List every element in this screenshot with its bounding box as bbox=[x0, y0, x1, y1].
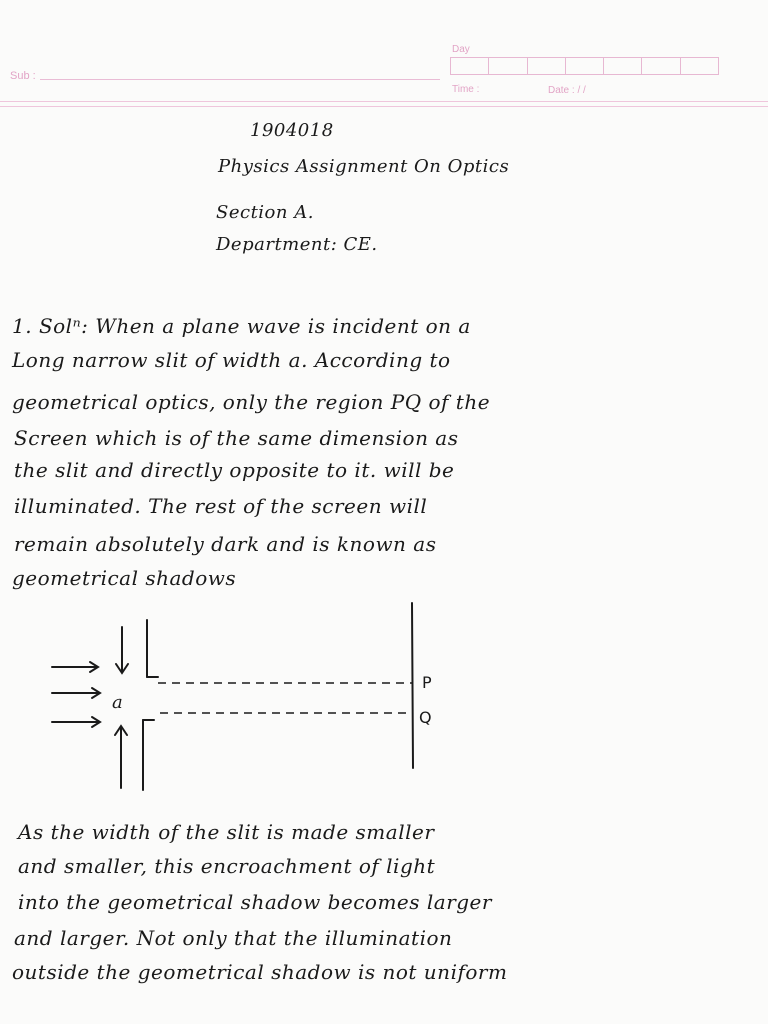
continuation-line: As the width of the slit is made smaller bbox=[18, 820, 435, 844]
slit-label: a bbox=[112, 692, 123, 713]
screen-line bbox=[412, 603, 413, 768]
answer-line: Screen which is of the same dimension as bbox=[14, 426, 459, 450]
roll-number: 1904018 bbox=[250, 120, 334, 141]
answer-line: 1. Solⁿ: When a plane wave is incident on a bbox=[12, 314, 471, 338]
answer-line: illuminated. The rest of the screen will bbox=[14, 494, 428, 518]
answer-line: Long narrow slit of width a. According to bbox=[12, 348, 451, 372]
point-p-label: P bbox=[422, 673, 432, 692]
time-label: Time : bbox=[452, 84, 480, 95]
answer-line: geometrical shadows bbox=[12, 566, 237, 590]
assignment-title: Physics Assignment On Optics bbox=[218, 156, 510, 177]
answer-line: remain absolutely dark and is known as bbox=[14, 532, 437, 556]
point-q-label: Q bbox=[419, 708, 432, 727]
continuation-line: and larger. Not only that the illumination bbox=[14, 926, 453, 950]
department-line: Department: CE. bbox=[216, 234, 378, 255]
answer-line: geometrical optics, only the region PQ of the bbox=[12, 390, 491, 414]
continuation-line: and smaller, this encroachment of light bbox=[18, 854, 436, 878]
date-label: Date : / / bbox=[548, 85, 586, 96]
continuation-line: outside the geometrical shadow is not uniform bbox=[12, 960, 508, 984]
sub-label: Sub : bbox=[10, 70, 36, 82]
answer-line: the slit and directly opposite to it. will be bbox=[14, 458, 455, 482]
continuation-line: into the geometrical shadow becomes larger bbox=[18, 890, 492, 914]
day-label: Day bbox=[452, 44, 470, 55]
section-line: Section A. bbox=[216, 202, 314, 223]
